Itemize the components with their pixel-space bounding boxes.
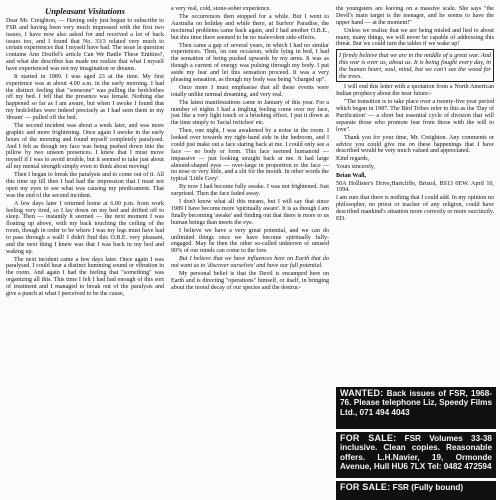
signature-name: Brian Wall, xyxy=(336,172,367,179)
body-paragraph: Then I began to break the paralysis and to come out of it. All this time up till then I had had the impression that I must not open my eyes to see what was causing my predicament. That was the end of the second incident. xyxy=(6,172,164,199)
ad-text: Back issues of FSR, 1968-76. Please telephone Liz, Speedy Films Ltd., 071 494 4043 xyxy=(340,389,492,417)
signoff-line: Kind regards, xyxy=(336,156,370,163)
sender-address: 50A Hollister's Drive,Hartcliffe, Bristol, BS13 0EW. April 10, 1994. xyxy=(336,180,494,194)
letter-column-1 xyxy=(6,6,164,299)
ad-keyword: WANTED: xyxy=(340,388,384,398)
ad-text: FSR (Fully bound) xyxy=(392,483,464,492)
body-paragraph: I believe we have a very great potential, and we can do unlimited things once we have become spiritually fully-engaged. May be then the other so-called unknown or unused 90% of our minds can come to the fore. xyxy=(171,227,329,255)
classified-ad-for-sale xyxy=(336,432,496,478)
body-paragraph: By now I had become fully awake. I was not frightened. Just surprised. Then the face faded away. xyxy=(171,184,329,198)
classified-ad-for-sale xyxy=(336,481,496,500)
ad-keyword: FOR SALE: xyxy=(340,433,397,443)
editor-note: I am sure that there is nothing that I could add. In my opinion no philosopher, no priest or teacher of any religion, could have described mankind's situation more correctly or more succinctly. ED. xyxy=(336,195,494,222)
body-paragraph: the youngsters are leaving on a massive scale. She says "the Devil's main target is the teenager, and he seems to have the upper hand — at the moment!" xyxy=(336,6,494,26)
letter-column-2 xyxy=(171,6,329,293)
body-paragraph: The occurrences then stopped for a while. But I went to Australia on holiday and while there, at Surfers' Paradise, the nocturnal problems came back again, and I had another O.B.E., but this time there seemed to be no malevolent side-effects. xyxy=(171,14,329,41)
body-paragraph: I will end this letter with a quotation from a North American Indian prophecy about the near future:- xyxy=(336,84,494,98)
body-paragraph: Thank you for your time, Mr. Creighton. Any comments or advice you could give me on these happenings that I have described would be very much valued and appreciated. xyxy=(336,134,494,155)
body-paragraph: A few days later I returned home at 6.00 p.m. from work feeling very tired, so I lay down on my bed and drifted off to sleep. Then — instantly it seemed — the next moment I was floating up above, with my back touching the ceiling of the room, though in order to be where I was my legs must have had to pass through a wall! I didn't find this O.B.E. very pleasant, and the next thing I knew was that I was back in my bed and waking up. xyxy=(6,200,164,255)
body-paragraph: Once more I must emphasise that all these events were totally unlike normal dreaming, and very real. xyxy=(171,84,329,98)
body-paragraph: Then came a gap of several years, in which I had no similar experiences. Then, on one occasion, while lying in bed, I had the sensation of being pushed upwards by my arms. It was as though a current of energy was pulsing through my body. I put aside my fear and let this sensation proceed. It was a very pleasing sensation, as though my body was being "charged up". xyxy=(171,42,329,83)
body-paragraph: The second incident was about a week later, and was more graphic and more frightening. Once again I awoke in the early hours of the morning and found myself completely paralysed. And I felt as though my face was being pushed down into the pillow by two unseen presences. I knew that I must move myself if I was to avoid trouble, but it seemed to take just about all my mental strength simply even to think about moving! xyxy=(6,123,164,171)
ad-keyword: FOR SALE: xyxy=(340,482,391,492)
body-paragraph: Then, one night, I was awakened by a noise in the room. I looked over towards my right-hand side in the bedroom, and I could just make out a face staring back at me. I could only see a face — no body or form. This face seemed humanoid — impassive — just looking straight back at me. It had large almond-shaped eyes — over-large in proportion to the face — no nose or very little, and a slit for the mouth. In other words the typical 'Little Grey'. xyxy=(171,128,329,183)
boxed-quote: I firmly believe that we are in the middle of a great war. And this war is over us, about us. It is being fought every day, in the human heart, soul, mind, but we can't see the wood for the trees. xyxy=(336,49,494,82)
letter-heading: Unpleasant Visitations xyxy=(45,6,125,16)
body-paragraph: Unless we realize that we are being misled and lied to about many, many things, we will never be capable of addressing this threat. But we could turn the tables if we wake up! xyxy=(336,27,494,48)
body-paragraph: "The transition is to take place over a twenty-five year period which began in 1987. The Bird Tribes refer to this as the 'Day of Purification' — a short but essential cycle of division that will separate those who promote fear from those with the will to love". xyxy=(336,99,494,133)
body-paragraph: Dear Mr. Creighton, — Having only just begun to subscribe to FSR and having been very much impressed with the first two issues, I have now also asked for and received a lot of back issues too, and I found that No. 33/3 related very much to certain experiences that I myself have had. The issue in question contains Ann Druffel's article Can We Battle These Entities?, and what she describes has made me realize that what I myself have experienced was not my imagination or dreams. xyxy=(6,18,164,72)
body-paragraph: The latest manifestations came in January of this year. For a number of nights I had a tingling feeling come over my face, just like a very light touch or a brushing effect. I put it down at the time simply to 'facial twitches' etc. xyxy=(171,99,329,127)
letter-column-3 xyxy=(336,6,494,224)
ad-text: FSR Volumes 33-38 inclusive. Clean copies. Reasonable offers. L.H.Navier, 19, Ormonde Avenue, Hull HU6 7LX Tel: 0482 472594 xyxy=(340,434,492,472)
body-paragraph: But I believe that we have influences here on Earth that do not want us to 'discover ourselves' and have our full potential. xyxy=(171,256,329,270)
body-paragraph: It started in 1989. I was aged 23 at the time. My first experience was at about 4.00 a.m. in the early morning. I had the distinct feeling that "someone" was pulling the bedclothes off my bed. I felt that the presence was female. Nothing else happened so far as I am aware, but when I awoke I found that my bedclothes were indeed precisely as I had seen them in my 'dream' — pulled off the bed. xyxy=(6,73,164,121)
body-paragraph: a very real, cold, stone-sober experience. xyxy=(171,6,271,12)
classified-ad-wanted xyxy=(336,387,496,429)
signoff-line: Yours sincerely, xyxy=(336,164,375,171)
body-paragraph: My personal belief is that the Devil is encamped here on Earth and is directing "operations" himself, or itself, in bringing about the moral decay of our species and the destruc- xyxy=(171,271,329,291)
body-paragraph: I don't know what all this means, but I will say that since 1989 I have become more 'spiritually aware'. It is as though I am finally becoming 'awake' and finding out that there is more to us human beings than meets the eye. xyxy=(171,199,329,226)
body-paragraph: The next incident came a few days later. Once again I was paralysed. I could hear a distinct humming sound or vibration in the room. And again I had the feeling that "something" was organizing all this. This time I felt I had had enough of this sort of treatment and I managed to break out of the paralysis and give a punch at what I perceived to be the cause, xyxy=(6,256,164,297)
